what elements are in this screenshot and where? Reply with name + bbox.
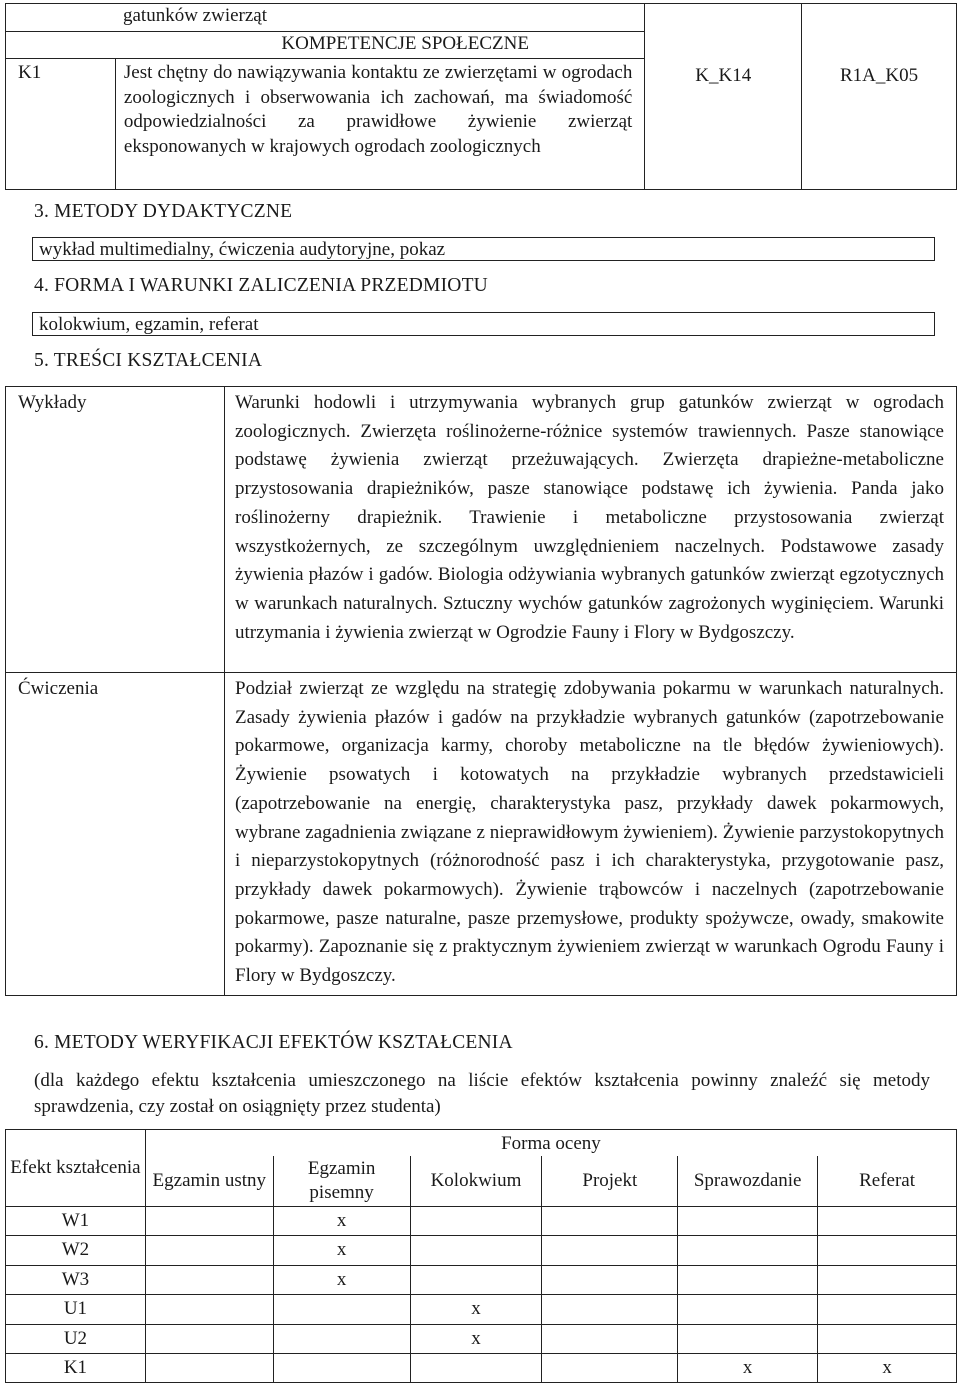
mark-cell bbox=[542, 1295, 678, 1324]
continuation-text: gatunków zwierząt bbox=[123, 5, 268, 26]
effect-header-cell bbox=[6, 1130, 146, 1207]
mark-cell bbox=[818, 1236, 957, 1265]
content-type-label: Ćwiczenia bbox=[18, 678, 99, 699]
effect-label: U1 bbox=[63, 1298, 88, 1320]
column-header: Egzamin pisemny bbox=[307, 1157, 376, 1203]
mark-cell bbox=[410, 1265, 542, 1294]
column-header-cell bbox=[273, 1156, 410, 1207]
effect-description: Jest chętny do nawiązywania kontaktu ze zwierzętami w ogrodach zoologicznych i obserwowania ich zachowań, ma świadomość odpowiedzialności za prawidłowe żywienie zwierząt eksponowanych w krajowych ogrodach zoologicznych bbox=[123, 62, 633, 157]
content-type-cell bbox=[6, 387, 225, 673]
mark-cell bbox=[145, 1236, 273, 1265]
effect-cell bbox=[6, 1324, 146, 1353]
assessment-form-text: kolokwium, egzamin, referat bbox=[39, 314, 259, 335]
mark-cell bbox=[818, 1295, 957, 1324]
mark-cell bbox=[273, 1324, 410, 1353]
effect-code: K1 bbox=[18, 62, 42, 83]
assessment-form-header: Forma oceny bbox=[501, 1132, 601, 1154]
content-text: Warunki hodowli i utrzymywania wybranych grup gatunków zwierząt w ogrodach zoologicznych. Zwierzęta roślinożerne-różnice systemów trawiennych. Pasze stanowiące podstawę żywienia zwierząt przeżuwających. Zwierzęta drapieżne-metaboliczne przystosowania drapieżników, pasze stanowiące podstawę ich żywienia. Panda jako roślinożerny drapieżnik. Trawienie i metaboliczne przystosowania zwierząt wszystkożernych, ze szczególnym uwzględnieniem naczelnych. Podstawowe zasady żywienia płazów i gadów. Biologia odżywiania wybranych gatunków zwierząt egzotycznych w warunkach naturalnych. Sztuczny wychów gatunków zagrożonych wyginięciem. Warunki utrzymania i żywienia zwierząt w Ogrodzie Fauny i Flory w Bydgoszczy. bbox=[235, 392, 944, 643]
mark-cell bbox=[818, 1265, 957, 1294]
mark-cell bbox=[542, 1324, 678, 1353]
table-row bbox=[6, 1295, 957, 1324]
mark: x bbox=[882, 1356, 892, 1378]
content-type-label: Wykłady bbox=[18, 392, 87, 413]
mark-cell bbox=[273, 1207, 410, 1236]
section-4-heading: 4. FORMA I WARUNKI ZALICZENIA PRZEDMIOTU bbox=[34, 275, 488, 296]
mark-cell bbox=[410, 1236, 542, 1265]
mark-cell bbox=[818, 1324, 957, 1353]
direction-symbol-cell bbox=[645, 4, 802, 190]
effect-code-cell bbox=[6, 59, 116, 190]
section-5-heading: 5. TREŚCI KSZTAŁCENIA bbox=[34, 350, 263, 371]
mark: x bbox=[336, 1239, 347, 1261]
mark: x bbox=[336, 1209, 347, 1231]
teaching-methods-text: wykład multimedialny, ćwiczenia audytoryjne, pokaz bbox=[39, 239, 446, 260]
mark-cell bbox=[542, 1353, 678, 1382]
column-header-cell bbox=[818, 1156, 957, 1207]
mark-cell bbox=[542, 1265, 678, 1294]
effect-label: U2 bbox=[63, 1327, 88, 1349]
mark-cell bbox=[145, 1265, 273, 1294]
column-header: Projekt bbox=[582, 1169, 638, 1191]
table-row bbox=[6, 1236, 957, 1265]
mark-cell bbox=[145, 1207, 273, 1236]
effect-cell bbox=[6, 1207, 146, 1236]
continuation-cell bbox=[6, 4, 645, 32]
mark: x bbox=[336, 1268, 347, 1290]
effect-cell bbox=[6, 1265, 146, 1294]
mark-cell bbox=[273, 1295, 410, 1324]
category-cell bbox=[6, 32, 645, 59]
column-header-cell bbox=[410, 1156, 542, 1207]
mark-cell bbox=[678, 1353, 818, 1382]
mark-cell bbox=[678, 1324, 818, 1353]
column-header-cell bbox=[678, 1156, 818, 1207]
area-symbol-cell bbox=[802, 4, 957, 190]
mark-cell bbox=[145, 1295, 273, 1324]
mark-cell bbox=[678, 1236, 818, 1265]
content-text-cell bbox=[225, 673, 957, 996]
effect-cell bbox=[6, 1236, 146, 1265]
effect-cell bbox=[6, 1353, 146, 1382]
mark-cell bbox=[410, 1353, 542, 1382]
mark-cell bbox=[273, 1265, 410, 1294]
mark-cell bbox=[273, 1236, 410, 1265]
mark-cell bbox=[145, 1353, 273, 1382]
column-header: Egzamin ustny bbox=[152, 1169, 266, 1191]
mark-cell bbox=[818, 1207, 957, 1236]
section-3-heading: 3. METODY DYDAKTYCZNE bbox=[34, 201, 293, 222]
table-row bbox=[6, 1353, 957, 1382]
effect-header: Efekt kształcenia bbox=[10, 1156, 141, 1178]
mark-cell bbox=[410, 1324, 542, 1353]
competences-table bbox=[5, 3, 957, 190]
mark: x bbox=[471, 1327, 481, 1349]
column-header: Kolokwium bbox=[430, 1169, 522, 1191]
effect-label: W2 bbox=[61, 1239, 90, 1261]
mark-cell bbox=[542, 1207, 678, 1236]
effect-label: W3 bbox=[61, 1268, 90, 1290]
table-row bbox=[6, 1265, 957, 1294]
effect-cell bbox=[6, 1295, 146, 1324]
mark-cell bbox=[678, 1265, 818, 1294]
mark-cell bbox=[542, 1236, 678, 1265]
mark: x bbox=[742, 1356, 753, 1378]
verification-methods-table bbox=[5, 1129, 957, 1383]
mark: x bbox=[471, 1298, 481, 1320]
mark-cell bbox=[410, 1207, 542, 1236]
direction-symbol: K_K14 bbox=[695, 65, 752, 86]
table-row bbox=[6, 1207, 957, 1236]
verification-intro: (dla każdego efektu kształcenia umieszczonego na liście efektów kształcenia powinny znaleźć się metody sprawdzenia, czy został on osiągnięty przez studenta) bbox=[34, 1070, 930, 1117]
content-text: Podział zwierząt ze względu na strategię zdobywania pokarmu w warunkach naturalnych. Zasady żywienia płazów i gadów na przykładzie wybranych gatunków (zapotrzebowanie pokarmowe, organizacja karmy, choroby metaboliczne na tle błędów żywieniowych). Żywienie psowatych i kotowatych na przykładzie wybranych przedstawicieli (zapotrzebowanie na energię, charakterystyka pasz, przykłady dawek pokarmowych, wybrane zagadnienia związane z nieprawidłowym żywieniem). Żywienie parzystokopytnych i nieparzystokopytnych (różnorodność pasz i ich charakterystyka, przygotowanie pasz, przykłady dawek pokarmowych). Żywienie trąbowców i naczelnych (zapotrzebowanie pokarmowe, pasze naturalne, pasze przemysłowe, produkty spożywcze, owady, smakowite pokarmy). Zapoznanie się z praktycznym żywieniem zwierząt w warunkach Ogrodu Fauny i Flory w Bydgoszczy. bbox=[235, 678, 944, 987]
section-6-heading: 6. METODY WERYFIKACJI EFEKTÓW KSZTAŁCENIA bbox=[34, 1032, 513, 1053]
column-header-cell bbox=[542, 1156, 678, 1207]
mark-cell bbox=[818, 1353, 957, 1382]
effect-description-cell bbox=[115, 59, 644, 190]
area-symbol: R1A_K05 bbox=[840, 65, 919, 86]
mark-cell bbox=[678, 1295, 818, 1324]
table-row bbox=[6, 1324, 957, 1353]
effect-label: W1 bbox=[61, 1209, 90, 1231]
column-header: Sprawozdanie bbox=[693, 1169, 802, 1191]
teaching-methods-box bbox=[32, 237, 935, 261]
mark-cell bbox=[145, 1324, 273, 1353]
mark-cell bbox=[273, 1353, 410, 1382]
assessment-form-header-cell bbox=[145, 1130, 956, 1157]
course-content-table bbox=[5, 386, 957, 996]
category-heading: KOMPETENCJE SPOŁECZNE bbox=[281, 33, 529, 54]
mark-cell bbox=[410, 1295, 542, 1324]
content-row bbox=[6, 673, 957, 996]
assessment-form-box bbox=[32, 312, 935, 336]
mark-cell bbox=[678, 1207, 818, 1236]
content-row bbox=[6, 387, 957, 673]
column-header-cell bbox=[145, 1156, 273, 1207]
effect-label: K1 bbox=[63, 1356, 88, 1378]
column-header: Referat bbox=[859, 1169, 916, 1191]
content-type-cell bbox=[6, 673, 225, 996]
content-text-cell bbox=[225, 387, 957, 673]
